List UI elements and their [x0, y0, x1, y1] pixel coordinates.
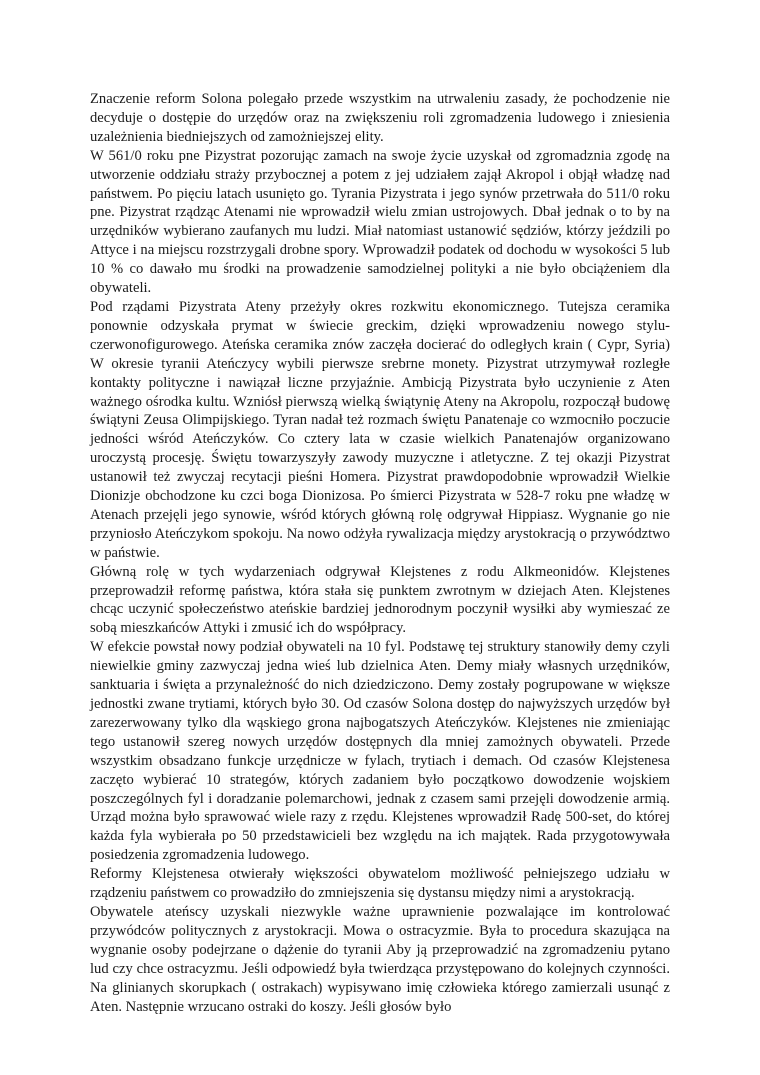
paragraph-ostracism: Obywatele ateńscy uzyskali niezwykle ważne uprawnienie pozwalające im kontrolować przywódców politycznych z arystokracji. Mowa o ostracyzmie. Była to procedura skazująca na wygnanie osoby podejrzane o dążenie do tyranii Aby ją przeprowadzić na zgromadzeniu pytano lud czy chce ostracyzmu. Jeśli odpowiedź była twierdząca przystępowano do kolejnych czynności. Na glinianych skorupkach ( ostrakach) wypisywano imię człowieka którego zamierzali usunąć z Aten. Następnie wrzucano ostraki do koszy. Jeśli głosów było [90, 903, 670, 1015]
paragraph-pisistratus-rule: W 561/0 roku pne Pizystrat pozorując zamach na swoje życie uzyskał od zgromadznia zgodę na utworzenie oddziału straży przybocznej a potem z jej udziałem zajął Akropol i objął władzę nad państwem. Po pięciu latach usunięto go. Tyrania Pizystrata i jego synów przetrwała do 511/0 roku pne. Pizystrat rządząc Atenami nie wprowadził wielu zmian ustrojowych. Dbał jednak o to by na urzędników wybierano zaufanych mu ludzi. Miał natomiast ustanowić sędziów, którzy jeździli po Attyce i na miejscu rozstrzygali drobne spory. Wprowadził podatek od dochodu w wysokości 5 lub 10 % co dawało mu środki na prowadzenie samodzielnej polityki a nie było obciążeniem dla obywateli. [90, 147, 670, 297]
document-body [90, 90, 670, 1016]
paragraph-phyle-division: W efekcie powstał nowy podział obywateli na 10 fyl. Podstawę tej struktury stanowiły demy czyli niewielkie gminy zazwyczaj jedna wieś lub dzielnica Aten. Demy miały własnych urzędników, sanktuaria i święta a przynależność do nich dziedziczono. Demy zostały pogrupowane w większe jednostki zwane trytiami, których było 30. Od czasów Solona dostęp do najwyższych urzędów był zarezerwowany tylko dla wąskiego grona najbogatszych Ateńczyków. Klejstenes nie zmieniając tego ustanowił szereg nowych urzędów dostępnych dla mniej zamożnych obywateli. Przede wszystkim obsadzano funkcje urzędnicze w fylach, trytiach i demach. Od czasów Klejstenesa zaczęto wybierać 10 strategów, których zadaniem było początkowo dowodzenie wojskiem poszczególnych fyl i doradzanie polemarchowi, jednak z czasem sami przejęli dowodzenie armią. Urząd można było sprawować wiele razy z rzędu. Klejstenes wprowadził Radę 500-set, do której każda fyla wybierała po 50 przedstawicieli bez względu na ich majątek. Rada przygotowywała posiedzenia zgromadzenia ludowego. [90, 639, 670, 864]
paragraph-solon-reforms: Znaczenie reform Solona polegało przede wszystkim na utrwaleniu zasady, że pochodzenie nie decyduje o dostępie do urzędów oraz na zwiększeniu roli zgromadzenia ludowego i zniesienia uzależnienia biedniejszych od zamożniejszej elity. [90, 91, 670, 145]
paragraph-reforms-effect: Reformy Klejstenesa otwierały większości obywatelom możliwość pełniejszego udziału w rządzeniu państwem co prowadziło do zmniejszenia się dystansu między nimi a arystokracją. [90, 866, 670, 902]
paragraph-economic-prosperity: Pod rządami Pizystrata Ateny przeżyły okres rozkwitu ekonomicznego. Tutejsza ceramika ponownie odzyskała prymat w świecie greckim, dzięki wprowadzeniu nowego stylu-czerwonofigurowego. Ateńska ceramika znów zaczęła docierać do odległych krain ( Cypr, Syria) W okresie tyranii Ateńczycy wybili pierwsze srebrne monety. Pizystrat utrzymywał rozległe kontakty polityczne i nawiązał liczne przyjaźnie. Ambicją Pizystrata było uczynienie z Aten ważnego ośrodka kultu. Wzniósł pierwszą wielką świątynię Ateny na Akropolu, rozpoczął budowę świątyni Zeusa Olimpijskiego. Tyran nadał też rozmach świętu Panatenaje co wzmocniło poczucie jedności wśród Ateńczyków. Co cztery lata w czasie wielkich Panatenajów organizowano uroczystą procesję. Świętu towarzyszyły zawody muzyczne i atletyczne. Z tej okazji Pizystrat ustanowił też zwyczaj recytacji pieśni Homera. Pizystrat prawdopodobnie wprowadził Wielkie Dionizje obchodzone ku czci boga Dionizosa. Po śmierci Pizystrata w 528-7 roku pne władzę w Atenach przejęli jego synowie, wśród których główną rolę odgrywał Hippiasz. Wygnanie go nie przyniosło Ateńczykom spokoju. Na nowo odżyła rywalizacja między arystokracją o przywództwo w państwie. [90, 298, 670, 561]
paragraph-cleisthenes: Główną rolę w tych wydarzeniach odgrywał Klejstenes z rodu Alkmeonidów. Klejstenes przeprowadził reformę państwa, która stała się punktem zwrotnym w dziejach Aten. Klejstenes chcąc uczynić społeczeństwo ateńskie bardziej jednorodnym poczynił wysiłki aby wymieszać ze sobą mieszkańców Attyki i zmusić ich do współpracy. [90, 563, 670, 637]
